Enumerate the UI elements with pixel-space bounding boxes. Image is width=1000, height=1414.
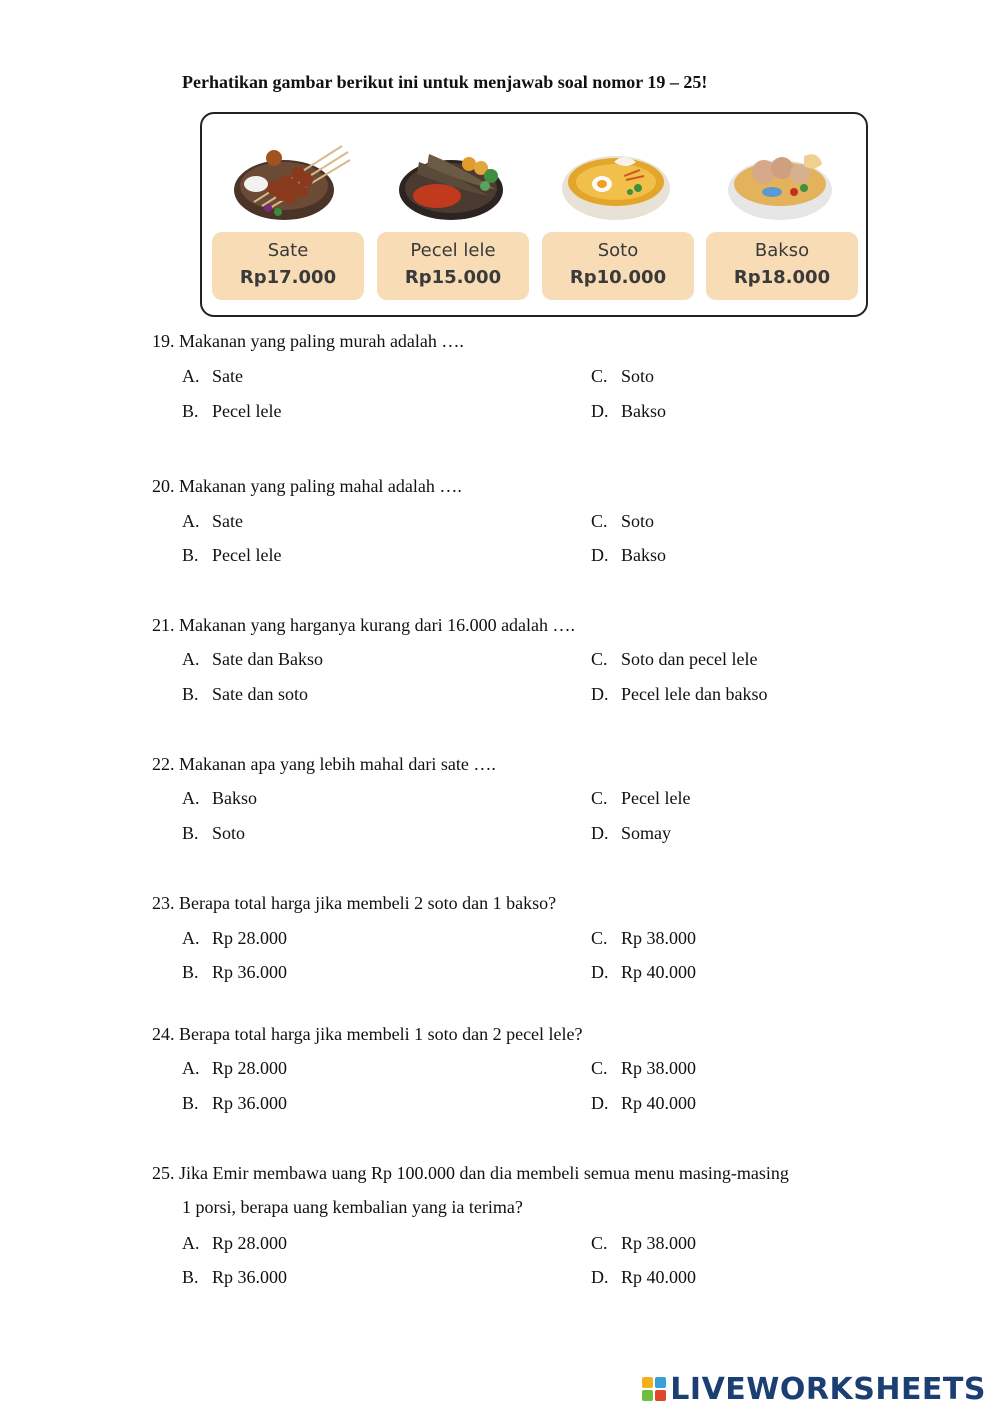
option-23-c[interactable]: [591, 927, 696, 949]
menu-name: Soto: [597, 240, 639, 261]
menu-name: Pecel lele: [410, 240, 496, 261]
price-card-pecel-lele: [377, 232, 529, 300]
option-text: Rp 36.000: [212, 962, 288, 982]
option-letter: D.: [591, 1093, 609, 1113]
option-24-d[interactable]: [591, 1092, 696, 1114]
option-22-a[interactable]: [182, 787, 257, 809]
option-text: Sate dan soto: [212, 684, 308, 704]
option-text: Pecel lele: [212, 401, 282, 421]
price-card-bakso: [706, 232, 858, 300]
option-letter: A.: [182, 788, 200, 808]
option-24-c[interactable]: [591, 1057, 696, 1079]
price-card-soto: [542, 232, 694, 300]
option-text: Pecel lele dan bakso: [621, 684, 768, 704]
menu-item-bakso: [706, 128, 858, 308]
option-21-d[interactable]: [591, 683, 767, 705]
question-25-line2: 1 porsi, berapa uang kembalian yang ia terima?: [182, 1197, 523, 1217]
option-25-b[interactable]: [182, 1266, 287, 1288]
option-text: Rp 40.000: [621, 962, 697, 982]
question-number: 19.: [152, 331, 175, 351]
option-letter: D.: [591, 823, 609, 843]
option-text: Rp 36.000: [212, 1093, 288, 1113]
option-22-d[interactable]: [591, 822, 671, 844]
option-text: Rp 40.000: [621, 1267, 697, 1287]
option-letter: A.: [182, 649, 200, 669]
option-text: Rp 28.000: [212, 928, 288, 948]
soto-icon: [554, 132, 682, 228]
price-card-sate: [212, 232, 364, 300]
question-number: 24.: [152, 1024, 175, 1044]
option-22-b[interactable]: [182, 822, 245, 844]
option-letter: B.: [182, 545, 199, 565]
option-23-b[interactable]: [182, 961, 287, 983]
menu-panel: [200, 112, 868, 317]
brand-name: LIVEWORKSHEETS: [670, 1371, 986, 1407]
option-letter: C.: [591, 511, 608, 531]
option-letter: B.: [182, 1267, 199, 1287]
sate-icon: [224, 132, 352, 228]
question-23: [152, 892, 556, 914]
question-19: [152, 330, 464, 352]
option-25-d[interactable]: [591, 1266, 696, 1288]
option-23-a[interactable]: [182, 927, 287, 949]
option-text: Bakso: [621, 401, 666, 421]
option-text: Rp 38.000: [621, 1058, 697, 1078]
menu-item-soto: [542, 128, 694, 308]
menu-price: Rp15.000: [404, 267, 502, 288]
option-letter: B.: [182, 823, 199, 843]
option-20-b[interactable]: [182, 544, 281, 566]
option-letter: D.: [591, 684, 609, 704]
menu-item-sate: [212, 128, 364, 308]
option-22-c[interactable]: [591, 787, 690, 809]
question-number: 22.: [152, 754, 175, 774]
menu-price: Rp18.000: [733, 267, 831, 288]
option-text: Sate: [212, 511, 243, 531]
question-text: Makanan yang paling mahal adalah ….: [179, 476, 462, 496]
option-19-c[interactable]: [591, 365, 654, 387]
option-text: Sate dan Bakso: [212, 649, 323, 669]
question-text: Jika Emir membawa uang Rp 100.000 dan dia membeli semua menu masing-masing: [179, 1163, 789, 1183]
option-text: Rp 28.000: [212, 1233, 288, 1253]
option-letter: D.: [591, 962, 609, 982]
option-letter: D.: [591, 401, 609, 421]
option-24-b[interactable]: [182, 1092, 287, 1114]
question-text: Makanan apa yang lebih mahal dari sate ….: [179, 754, 496, 774]
menu-item-pecel-lele: [377, 128, 529, 308]
liveworksheets-logo-icon: [642, 1377, 666, 1401]
option-text: Rp 40.000: [621, 1093, 697, 1113]
option-letter: A.: [182, 1058, 200, 1078]
option-23-d[interactable]: [591, 961, 696, 983]
option-letter: C.: [591, 788, 608, 808]
question-number: 20.: [152, 476, 175, 496]
option-text: Rp 36.000: [212, 1267, 288, 1287]
option-text: Bakso: [212, 788, 257, 808]
option-letter: C.: [591, 649, 608, 669]
question-number: 25.: [152, 1163, 175, 1183]
question-22: [152, 753, 496, 775]
option-19-d[interactable]: [591, 400, 666, 422]
question-24: [152, 1023, 583, 1045]
option-20-d[interactable]: [591, 544, 666, 566]
option-19-a[interactable]: [182, 365, 243, 387]
option-text: Bakso: [621, 545, 666, 565]
option-letter: C.: [591, 928, 608, 948]
question-text: Makanan yang harganya kurang dari 16.000 adalah ….: [179, 615, 576, 635]
option-letter: A.: [182, 928, 200, 948]
option-letter: C.: [591, 1233, 608, 1253]
option-letter: A.: [182, 1233, 200, 1253]
menu-name: Sate: [267, 240, 309, 261]
option-25-a[interactable]: [182, 1232, 287, 1254]
option-25-c[interactable]: [591, 1232, 696, 1254]
option-24-a[interactable]: [182, 1057, 287, 1079]
option-20-c[interactable]: [591, 510, 654, 532]
option-letter: B.: [182, 962, 199, 982]
question-25: [152, 1162, 789, 1184]
option-text: Sate: [212, 366, 243, 386]
option-text: Pecel lele: [621, 788, 691, 808]
option-letter: B.: [182, 401, 199, 421]
option-text: Somay: [621, 823, 672, 843]
option-text: Soto: [212, 823, 246, 843]
question-number: 21.: [152, 615, 175, 635]
option-letter: D.: [591, 545, 609, 565]
option-letter: B.: [182, 684, 199, 704]
option-letter: B.: [182, 1093, 199, 1113]
option-19-b[interactable]: [182, 400, 281, 422]
option-text: Soto: [621, 511, 655, 531]
option-letter: C.: [591, 366, 608, 386]
question-text: Berapa total harga jika membeli 1 soto dan 2 pecel lele?: [179, 1024, 583, 1044]
option-text: Rp 28.000: [212, 1058, 288, 1078]
option-letter: D.: [591, 1267, 609, 1287]
option-letter: A.: [182, 511, 200, 531]
question-21: [152, 614, 575, 636]
option-20-a[interactable]: [182, 510, 243, 532]
option-letter: A.: [182, 366, 200, 386]
bakso-icon: [718, 132, 846, 228]
menu-price: Rp17.000: [239, 267, 337, 288]
option-text: Soto dan pecel lele: [621, 649, 758, 669]
option-21-c[interactable]: [591, 648, 757, 670]
option-21-a[interactable]: [182, 648, 323, 670]
instruction-heading: Perhatikan gambar berikut ini untuk menjawab soal nomor 19 – 25!: [182, 72, 708, 92]
pecel-lele-icon: [389, 132, 517, 228]
question-number: 23.: [152, 893, 175, 913]
option-letter: C.: [591, 1058, 608, 1078]
question-text: Berapa total harga jika membeli 2 soto dan 1 bakso?: [179, 893, 557, 913]
liveworksheets-logo[interactable]: [642, 1372, 986, 1406]
option-21-b[interactable]: [182, 683, 308, 705]
menu-price: Rp10.000: [569, 267, 667, 288]
option-text: Soto: [621, 366, 655, 386]
option-text: Rp 38.000: [621, 928, 697, 948]
option-text: Pecel lele: [212, 545, 282, 565]
option-text: Rp 38.000: [621, 1233, 697, 1253]
menu-name: Bakso: [754, 240, 810, 261]
question-text: Makanan yang paling murah adalah ….: [179, 331, 464, 351]
question-20: [152, 475, 462, 497]
